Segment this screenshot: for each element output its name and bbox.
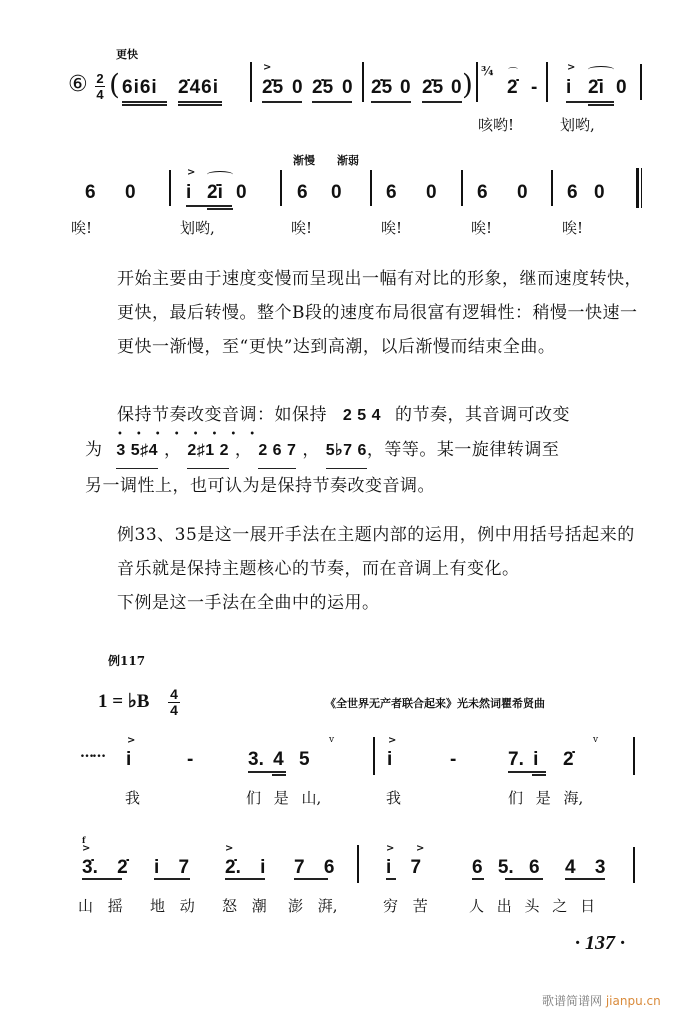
text: ，等等。某一旋律转调至 <box>366 440 560 460</box>
text: 的节奏，其音调可改变 <box>395 405 570 425</box>
barline <box>169 170 171 206</box>
lyric: 唉! <box>471 219 493 237</box>
note: i <box>387 749 393 770</box>
note: 2̇i <box>588 77 604 98</box>
note-group: 3̇. 2̇ <box>82 857 128 878</box>
note: 6 <box>567 182 578 203</box>
paragraph-1 <box>85 262 645 364</box>
paragraph-3 <box>85 518 645 586</box>
dash: - <box>187 749 194 770</box>
note: 6 <box>386 182 397 203</box>
paragraph-text: 开始主要由于速度变慢而呈现出一幅有对比的形象，继而速度转快，更快，最后转慢。整个B段的速度布局很富有逻辑性：稍慢一快速一更快一渐慢，至“更快”达到高潮，以后渐慢而结束全曲。 <box>117 269 642 357</box>
lyric: 澎 湃, <box>288 897 338 915</box>
tempo-mark-diminuendo: 渐弱 <box>337 154 359 167</box>
note-group: 7 6 <box>294 857 335 878</box>
tempo-mark: 更快 <box>116 48 138 61</box>
interval-example: 5♭7 6 <box>326 434 367 469</box>
note-group: 2̇46i <box>178 77 219 98</box>
tempo-mark-ritardando: 渐慢 <box>293 154 315 167</box>
barline <box>461 170 463 206</box>
note: 2̇ <box>563 749 574 770</box>
note: 5 <box>299 749 310 770</box>
note: 0 <box>594 182 605 203</box>
barline <box>546 62 548 102</box>
lyric: 山 摇 <box>78 897 123 915</box>
final-barline <box>636 168 639 208</box>
note: 0 <box>342 77 353 98</box>
note-group: 6 5. 6 <box>472 857 540 878</box>
interval-example: 2♯1 2 <box>187 434 229 469</box>
note: 6 <box>85 182 96 203</box>
note: i <box>186 182 192 203</box>
barline <box>370 170 372 206</box>
section-marker: ⑥ <box>68 72 88 97</box>
dash: - <box>450 749 457 770</box>
note: 0 <box>517 182 528 203</box>
lyric: 划哟, <box>560 116 595 134</box>
note: 2̇5 <box>422 77 444 98</box>
example-label: 例117 <box>108 654 146 668</box>
dash: - <box>531 77 538 98</box>
barline <box>280 170 282 206</box>
separator: ， <box>163 440 182 460</box>
emphasized-term: 保持节奏改变音调 <box>117 405 257 425</box>
interval-example: 3 5♯4 <box>116 434 158 469</box>
open-paren: ( <box>109 68 120 101</box>
note: 2̇i <box>207 182 223 203</box>
lyric: 唉! <box>381 219 403 237</box>
page-number: · 137 · <box>575 932 625 954</box>
fermata-icon: ⌒ <box>508 68 518 79</box>
barline <box>633 847 635 883</box>
note: 0 <box>331 182 342 203</box>
separator: ， <box>302 440 320 460</box>
watermark <box>542 992 661 1009</box>
note-group: i 7 <box>154 857 190 878</box>
barline <box>640 64 642 100</box>
lyric: 怒 潮 <box>222 897 267 915</box>
barline <box>373 737 375 775</box>
slur <box>588 66 614 73</box>
lyric: 唉! <box>562 219 584 237</box>
paragraph-text: 例33、35是这一展开手法在主题内部的运用，例中用括号括起来的音乐就是保持主题核心的节奏，而在音调上有变化。 <box>117 525 635 579</box>
separator: ， <box>234 440 253 460</box>
lyric: 咳哟! <box>478 116 515 134</box>
note: 0 <box>236 182 247 203</box>
interval-example: 2 6 7 <box>258 434 296 469</box>
note-group: 6i6i <box>122 77 158 98</box>
note: 6 <box>297 182 308 203</box>
accent-mark: > <box>127 735 136 746</box>
song-source: 《全世界无产者联合起来》光未然词瞿希贤曲 <box>325 697 545 710</box>
accent-mark: > <box>416 843 425 854</box>
barline <box>551 170 553 206</box>
continuation-dots: …… <box>80 745 104 761</box>
lyric: 穷 苦 <box>383 897 428 915</box>
lyric: 唉! <box>71 219 93 237</box>
accent-mark: > <box>82 843 91 854</box>
accent-mark: > <box>225 843 234 854</box>
barline <box>250 62 252 102</box>
time-change-mark: ¾ <box>481 64 494 78</box>
note-group: 4 3 <box>565 857 606 878</box>
lyric: 划哟, <box>180 219 215 237</box>
note: 2̇ <box>507 77 518 98</box>
paragraph-text: 下例是这一手法在全曲中的运用。 <box>117 593 380 613</box>
slur <box>207 171 233 178</box>
final-barline-thin <box>641 168 642 208</box>
note: 0 <box>451 77 462 98</box>
close-paren: ) <box>462 68 473 101</box>
accent-mark: > <box>263 62 272 73</box>
lyric: 唉! <box>291 219 313 237</box>
emphasis-dots: •••••••• <box>117 429 269 440</box>
note: 2̇5 <box>312 77 334 98</box>
note: 6 <box>477 182 488 203</box>
note-group: 3. 4 <box>248 749 284 770</box>
note: 0 <box>125 182 136 203</box>
lyric: 我 <box>386 789 402 807</box>
accent-mark: > <box>567 62 576 73</box>
barline <box>476 62 478 102</box>
paragraph-4 <box>85 586 645 620</box>
accent-mark: > <box>187 167 196 178</box>
watermark-cn: 歌谱简谱网 <box>542 994 603 1008</box>
text: 为 <box>85 440 103 460</box>
lyric: 们 是 山, <box>246 789 322 807</box>
rhythm-example: 2 5 4 <box>342 407 381 424</box>
lyric: 人 出 头 之 日 <box>469 897 596 915</box>
note: i <box>126 749 132 770</box>
watermark-en: jianpu.cn <box>605 994 661 1008</box>
lyric: 地 动 <box>150 897 195 915</box>
paragraph-2 <box>85 398 645 503</box>
breath-mark: v <box>593 735 599 745</box>
note: 0 <box>400 77 411 98</box>
lyric: 我 <box>125 789 141 807</box>
text: ：如保持 <box>257 405 327 425</box>
barline <box>633 737 635 775</box>
accent-mark: > <box>386 843 395 854</box>
note: i <box>566 77 572 98</box>
note: 2̇5 <box>371 77 393 98</box>
time-signature: 2 4 <box>96 71 104 102</box>
note: 2̇5 <box>262 77 284 98</box>
time-signature: 4 4 <box>168 688 180 717</box>
note-group: 2̇. i <box>225 857 266 878</box>
lyric: 们 是 海, <box>508 789 584 807</box>
note: 0 <box>426 182 437 203</box>
note-group: i 7 <box>386 857 422 878</box>
key-signature: 1 = ♭B <box>98 691 150 712</box>
barline <box>357 845 359 883</box>
breath-mark: v <box>329 735 335 745</box>
note: 0 <box>292 77 303 98</box>
note-group: 7. i <box>508 749 539 770</box>
barline <box>362 62 364 102</box>
accent-mark: > <box>388 735 397 746</box>
text: 另一调性上，也可认为是保持节奏改变音调。 <box>85 476 435 496</box>
dynamic-mark: f <box>82 835 86 845</box>
note: 0 <box>616 77 627 98</box>
